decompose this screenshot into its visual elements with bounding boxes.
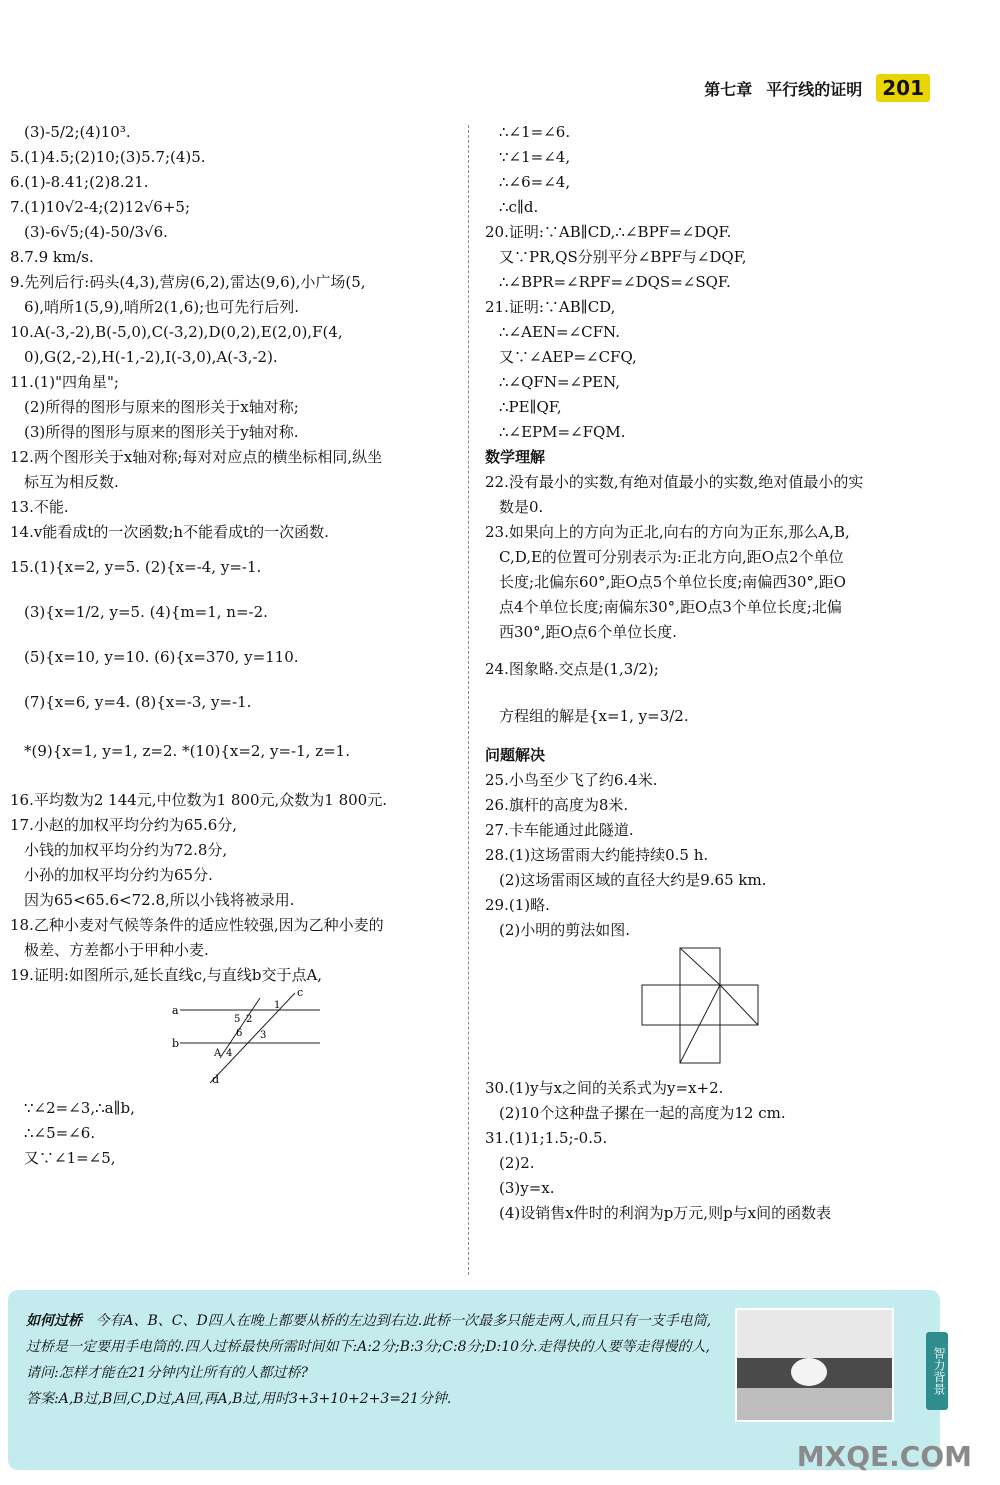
angle-4: 4 xyxy=(226,1048,233,1059)
answer-line: 8.7.9 km/s. xyxy=(10,248,94,266)
answer-line: 26.旗杆的高度为8米. xyxy=(485,796,629,814)
answer-line: 10.A(-3,-2),B(-5,0),C(-3,2),D(0,2),E(2,0),F(4, xyxy=(10,323,343,341)
answer-line: 31.(1)1;1.5;-0.5. xyxy=(485,1129,608,1147)
answer-line: 23.如果向上的方向为正北,向右的方向为正东,那么A,B, xyxy=(485,523,850,541)
answer-line: (2)所得的图形与原来的图形关于x轴对称; xyxy=(24,398,299,416)
angle-2: 2 xyxy=(246,1014,253,1025)
answer-line: ∵∠1=∠4, xyxy=(499,148,571,166)
answer-line: 0),G(2,-2),H(-1,-2),I(-3,0),A(-3,-2). xyxy=(24,348,278,366)
answer-line: ∵∠2=∠3,∴a∥b, xyxy=(24,1099,135,1117)
answer-line: 19.证明:如图所示,延长直线c,与直线b交于点A, xyxy=(10,966,323,984)
answer-line: ∴∠AEN=∠CFN. xyxy=(499,323,620,341)
answer-line: 11.(1)"四角星"; xyxy=(10,373,119,391)
answer-line: 18.乙种小麦对气候等条件的适应性较强,因为乙种小麦的 xyxy=(10,916,384,934)
label-c: c xyxy=(297,988,304,999)
parallel-lines-figure xyxy=(170,988,330,1088)
page-number: 201 xyxy=(876,74,930,102)
answer-line: 17.小赵的加权平均分约为65.6分, xyxy=(10,816,238,834)
answer-line: 因为65<65.6<72.8,所以小钱将被录用. xyxy=(24,891,295,909)
answer-line: 20.证明:∵AB∥CD,∴∠BPF=∠DQF. xyxy=(485,223,732,241)
answer-line: 又∵∠1=∠5, xyxy=(24,1149,116,1167)
answer-line: 点4个单位长度;南偏东30°,距O点3个单位长度;北偏 xyxy=(499,598,842,616)
answer-line: 14.v能看成t的一次函数;h不能看成t的一次函数. xyxy=(10,523,329,541)
cut-line xyxy=(680,985,720,1063)
answer-line: 27.卡车能通过此隧道. xyxy=(485,821,634,839)
section-heading: 数学理解 xyxy=(485,448,546,466)
answer-line: 12.两个图形关于x轴对称;每对对应点的横坐标相同,纵坐 xyxy=(10,448,383,466)
answer-line: 16.平均数为2 144元,中位数为1 800元,众数为1 800元. xyxy=(10,791,387,809)
answer-line: (2)小明的剪法如图. xyxy=(499,921,631,939)
answer-line: *(9){x=1, y=1, z=2. *(10){x=2, y=-1, z=1. xyxy=(24,742,350,760)
section-heading: 问题解决 xyxy=(485,746,546,764)
answer-line: (3)-6√5;(4)-50/3√6. xyxy=(24,223,168,241)
answer-line: 小孙的加权平均分约为65分. xyxy=(24,866,213,884)
angle-1: 1 xyxy=(274,1000,281,1011)
answer-line: 西30°,距O点6个单位长度. xyxy=(499,623,677,641)
cut-line xyxy=(720,985,758,1025)
answer-line: 25.小鸟至少飞了约6.4米. xyxy=(485,771,658,789)
answer-line: 24.图象略.交点是(1,3/2); xyxy=(485,660,659,678)
answer-line: 极差、方差都小于甲种小麦. xyxy=(24,941,209,959)
answer-line: ∴∠6=∠4, xyxy=(499,173,571,191)
answer-line: 方程组的解是{x=1, y=3/2. xyxy=(499,707,689,725)
angle-6: 6 xyxy=(236,1028,243,1039)
answer-line: (7){x=6, y=4. (8){x=-3, y=-1. xyxy=(24,693,252,711)
answer-line: ∴c∥d. xyxy=(499,198,539,216)
right-column xyxy=(485,120,935,1226)
answer-line: (5){x=10, y=10. (6){x=370, y=110. xyxy=(24,648,299,666)
point-A: A xyxy=(214,1048,222,1059)
answer-line: 6),哨所1(5,9),哨所2(1,6);也可先行后列. xyxy=(24,298,299,316)
answer-line: 13.不能. xyxy=(10,498,69,516)
answer-line: 15.(1){x=2, y=5. (2){x=-4, y=-1. xyxy=(10,558,262,576)
answer-line: (3){x=1/2, y=5. (4){m=1, n=-2. xyxy=(24,603,268,621)
answer-line: ∴∠EPM=∠FQM. xyxy=(499,423,626,441)
chapter-label: 第七章 xyxy=(704,79,753,99)
label-b: b xyxy=(172,1037,180,1050)
side-tab: 智力背景 xyxy=(926,1332,948,1410)
answer-line: 30.(1)y与x之间的关系式为y=x+2. xyxy=(485,1079,724,1097)
answer-line: 9.先列后行:码头(4,3),营房(6,2),雷达(9,6),小广场(5, xyxy=(10,273,366,291)
answer-line: 21.证明:∵AB∥CD, xyxy=(485,298,616,316)
answer-line: 又∵PR,QS分别平分∠BPF与∠DQF, xyxy=(499,248,747,266)
puzzle-text xyxy=(26,1308,716,1412)
label-a: a xyxy=(172,1004,179,1017)
cut-line xyxy=(680,948,720,985)
answer-line: 长度;北偏东60°,距O点5个单位长度;南偏西30°,距O xyxy=(499,573,846,591)
puzzle-title: 如何过桥 xyxy=(26,1313,82,1329)
answer-line: 小钱的加权平均分约为72.8分, xyxy=(24,841,228,859)
chapter-title: 平行线的证明 xyxy=(766,79,863,99)
answer-line: (4)设销售x件时的利润为p万元,则p与x间的函数表 xyxy=(499,1204,832,1222)
answer-line: ∴∠1=∠6. xyxy=(499,123,571,141)
answer-line: (3)所得的图形与原来的图形关于y轴对称. xyxy=(24,423,299,441)
left-column xyxy=(10,120,460,1171)
answer-line: C,D,E的位置可分别表示为:正北方向,距O点2个单位 xyxy=(499,548,844,566)
line-c xyxy=(210,993,295,1083)
answer-line: 又∵∠AEP=∠CFQ, xyxy=(499,348,637,366)
answer-line: 数是0. xyxy=(499,498,544,516)
answer-line: (2)这场雷雨区域的直径大约是9.65 km. xyxy=(499,871,767,889)
angle-3: 3 xyxy=(260,1030,267,1041)
answer-line: 28.(1)这场雷雨大约能持续0.5 h. xyxy=(485,846,709,864)
bridge-photo xyxy=(735,1308,894,1422)
puzzle-answer: 答案:A,B过,B回,C,D过,A回,再A,B过,用时3+3+10+2+3=21分钟. xyxy=(26,1391,452,1407)
page-header xyxy=(704,74,930,102)
answer-line: ∴∠BPR=∠RPF=∠DQS=∠SQF. xyxy=(499,273,731,291)
answer-line: 29.(1)略. xyxy=(485,896,550,914)
answer-line: 5.(1)4.5;(2)10;(3)5.7;(4)5. xyxy=(10,148,206,166)
puzzle-body: 今有A、B、C、D四人在晚上都要从桥的左边到右边.此桥一次最多只能走两人,而且只有一支手电筒,过桥是一定要用手电筒的.四人过桥最快所需时间如下:A:2分;B:3分;C:8分;D:10分.走得快的人要等走得慢的人,请问:怎样才能在21分钟内让所有的人都过桥? xyxy=(26,1313,712,1381)
answer-line: ∴∠QFN=∠PEN, xyxy=(499,373,621,391)
answer-line: 22.没有最小的实数,有绝对值最小的实数,绝对值最小的实 xyxy=(485,473,864,491)
cube-net-figure xyxy=(640,943,840,1068)
answer-line: ∴∠5=∠6. xyxy=(24,1124,96,1142)
answer-line: 7.(1)10√2-4;(2)12√6+5; xyxy=(10,198,191,216)
net-vertical xyxy=(680,948,720,1063)
angle-5: 5 xyxy=(234,1014,241,1025)
watermark: MXQE.COM xyxy=(796,1440,972,1473)
answer-line: 6.(1)-8.41;(2)8.21. xyxy=(10,173,149,191)
column-divider xyxy=(468,125,469,1275)
answer-line: ∴PE∥QF, xyxy=(499,398,562,416)
net-horizontal xyxy=(642,985,758,1025)
label-d: d xyxy=(212,1073,220,1086)
answer-line: (2)10个这种盘子摞在一起的高度为12 cm. xyxy=(499,1104,786,1122)
answer-line: (3)-5/2;(4)10³. xyxy=(24,123,131,141)
answer-line: (2)2. xyxy=(499,1154,535,1172)
answer-line: 标互为相反数. xyxy=(24,473,119,491)
answer-line: (3)y=x. xyxy=(499,1179,555,1197)
